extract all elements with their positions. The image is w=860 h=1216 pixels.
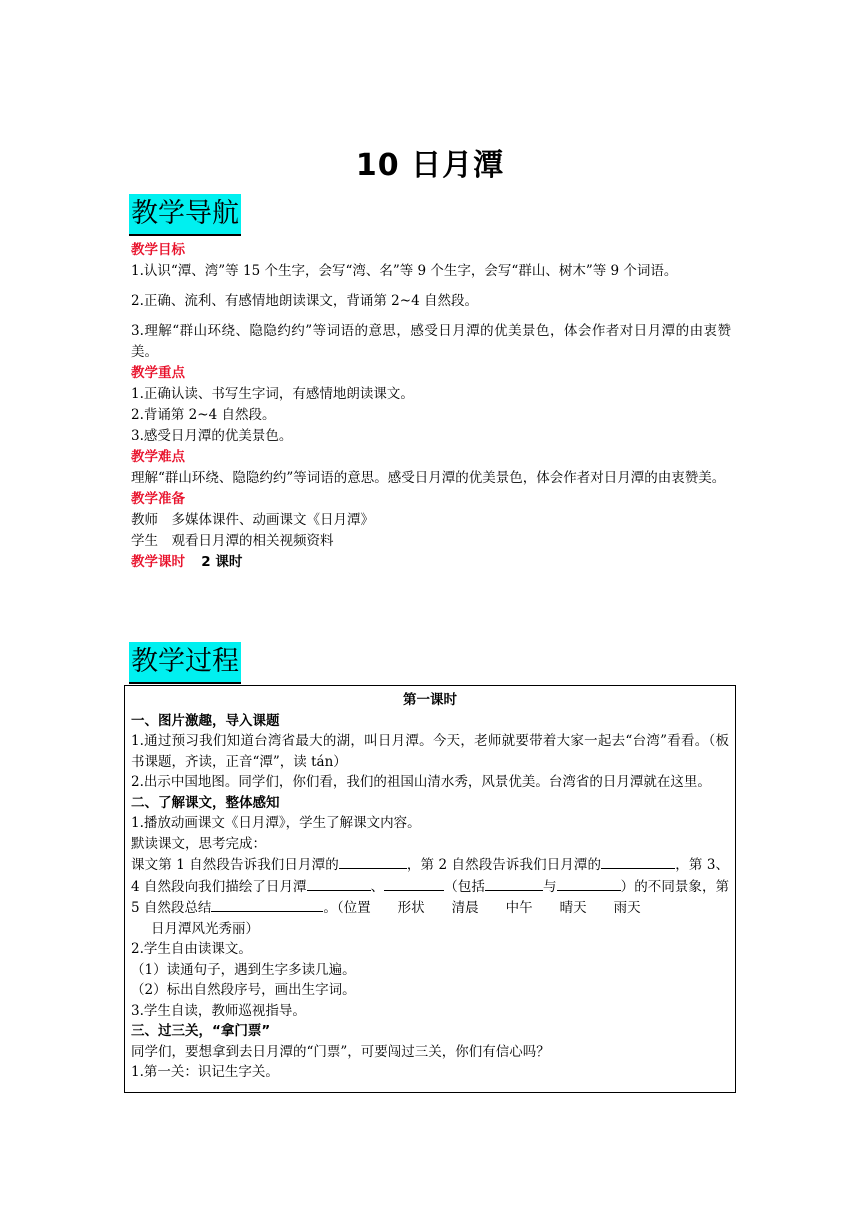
preparation-teacher: 教师 多媒体课件、动画课文《日月潭》: [131, 512, 374, 528]
key-point-item: 3.感受日月潭的优美景色。: [131, 428, 293, 444]
blank-line: [307, 876, 371, 891]
preparation-student: 学生 观看日月潭的相关视频资料: [131, 533, 334, 549]
blank-line: [339, 854, 407, 869]
key-point-item: 1.正确认读、书写生字词，有感情地朗读课文。: [131, 386, 414, 402]
paragraph: 2.出示中国地图。同学们，你们看，我们的祖国山清水秀，风景优美。台湾省的日月潭就在这里。: [131, 774, 711, 790]
paragraph: 2.学生自由读课文。: [131, 941, 252, 957]
paragraph: 日月潭风光秀丽）: [151, 920, 259, 937]
objective-item: 1.认识“潭、湾”等 15 个生字，会写“湾、名”等 9 个生字，会写“群山、树木”等 9 个词语。: [131, 263, 678, 279]
paragraph: （2）标出自然段序号，画出生字词。: [131, 982, 356, 998]
section-1-title: 一、图片激趣，导入课题: [131, 712, 280, 729]
lesson-title: 10 日月潭: [355, 148, 505, 183]
difficulty-text: 理解“群山环绕、隐隐约约”等词语的意思。感受日月潭的优美景色，体会作者对日月潭的由衷赞美。: [131, 470, 726, 486]
objective-item: 3.理解“群山环绕、隐隐约约”等词语的意思，感受日月潭的优美景色，体会作者对日月潭的由衷赞美。: [131, 323, 731, 360]
blank-line: [384, 876, 444, 891]
section-2-title: 二、了解课文，整体感知: [131, 794, 280, 811]
blank-line: [601, 854, 675, 869]
paragraph: 1.通过预习我们知道台湾省最大的湖，叫日月潭。今天，老师就要带着大家一起去“台湾”看看。（板书课题，齐读，正音“潭”，读 tán）: [131, 733, 729, 770]
objectives-label: 教学目标: [131, 242, 185, 258]
objective-item: 2.正确、流利、有感情地朗读课文，背诵第 2~4 自然段。: [131, 293, 478, 309]
paragraph: 同学们，要想拿到去日月潭的“门票”，可要闯过三关，你们有信心吗？: [131, 1043, 550, 1060]
blank-line: [485, 876, 543, 891]
key-point-item: 2.背诵第 2~4 自然段。: [131, 407, 276, 423]
paragraph: （1）读通句子，遇到生字多读几遍。: [131, 961, 356, 978]
paragraph: 1.播放动画课文《日月潭》，学生了解课文内容。: [131, 815, 421, 831]
preparation-label: 教学准备: [131, 491, 185, 507]
lesson-process-table: [124, 685, 736, 1093]
paragraph: 默读课文，思考完成：: [131, 835, 266, 852]
difficulty-label: 教学难点: [131, 449, 185, 465]
blank-line: [211, 897, 323, 912]
paragraph: 1.第一关：识记生字关。: [131, 1064, 279, 1080]
blank-line: [557, 876, 621, 891]
section-heading-nav: 教学导航: [129, 194, 241, 236]
key-points-label: 教学重点: [131, 365, 185, 381]
hours-value: 2 课时: [201, 554, 243, 570]
section-3-title: 三、过三关，“拿门票”: [131, 1023, 271, 1039]
paragraph: 3.学生自读，教师巡视指导。: [131, 1002, 306, 1019]
teaching-guide: [131, 240, 731, 573]
hours-label: 教学课时: [131, 554, 185, 570]
session-title: 第一课时: [403, 692, 457, 708]
fill-in-exercise: 课文第 1 自然段告诉我们日月潭的 ，第 2 自然段告诉我们日月潭的 ，第 3、4 自然段向我们描绘了日月潭 、 （包括 与 ）的不同景象，第 5 自然段总结 。（位置 形状 清晨 中午 晴天 雨天: [131, 854, 729, 919]
section-heading-process: 教学过程: [129, 642, 241, 684]
